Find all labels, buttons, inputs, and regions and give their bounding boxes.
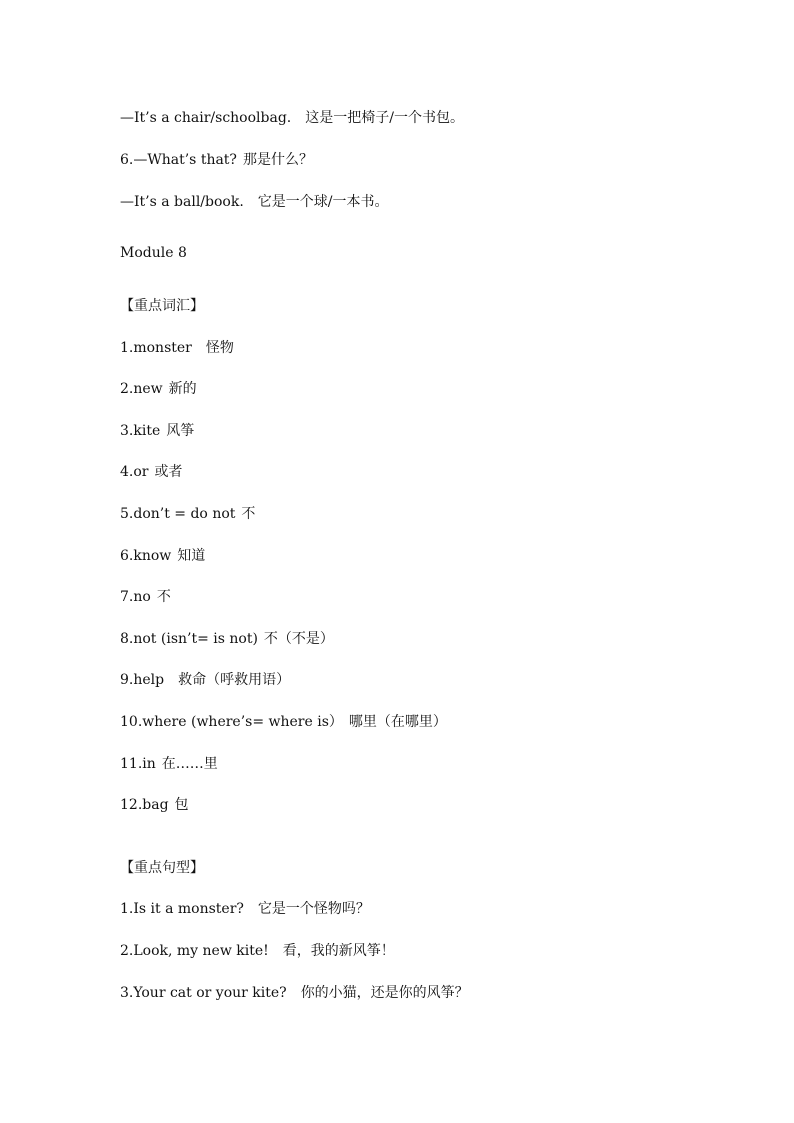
english-text: —It’s a chair/schoolbag.: [120, 110, 292, 126]
english-text: 12.bag: [120, 797, 169, 813]
vocab-item: [120, 379, 197, 399]
chinese-text: 包: [174, 797, 189, 813]
english-text: 11.in: [120, 756, 156, 772]
vocab-item: [120, 670, 290, 690]
chinese-text: 怪物: [205, 340, 234, 356]
chinese-text: 你的小猫，还是你的风筝？: [300, 985, 469, 1001]
chinese-text: 风筝: [166, 423, 195, 439]
english-text: 5.don’t = do not: [120, 506, 236, 522]
vocab-item: [120, 504, 255, 524]
vocab-item: [120, 546, 205, 566]
english-text: 6.know: [120, 548, 172, 564]
vocab-heading: 【重点词汇】: [120, 298, 204, 314]
chinese-text: 或者: [154, 464, 183, 480]
english-text: 3.kite: [120, 423, 161, 439]
text-line: [120, 108, 464, 128]
english-text: 8.not (isn’t= is not): [120, 631, 258, 647]
text-line: [120, 150, 313, 170]
vocab-item: [120, 338, 234, 358]
english-text: —It’s a ball/book.: [120, 194, 244, 210]
vocab-item: [120, 462, 182, 482]
english-text: 9.help: [120, 672, 165, 688]
chinese-text: 不: [241, 506, 256, 522]
english-text: 2.Look, my new kite!: [120, 943, 269, 959]
vocab-item: [120, 754, 218, 774]
chinese-text: 哪里（在哪里）: [348, 714, 447, 730]
chinese-text: 看，我的新风筝！: [282, 943, 395, 959]
vocab-item: [120, 629, 334, 649]
sentence-item: [120, 983, 469, 1003]
chinese-text: 知道: [177, 548, 206, 564]
english-text: 7.no: [120, 589, 151, 605]
sentences-heading: 【重点句型】: [120, 860, 204, 876]
english-text: 4.or: [120, 464, 149, 480]
vocab-item: [120, 795, 189, 815]
english-text: 1.Is it a monster?: [120, 901, 244, 917]
english-text: 10.where (where’s= where is）: [120, 714, 343, 730]
chinese-text: 新的: [168, 381, 197, 397]
chinese-text: 不: [156, 589, 171, 605]
text-line: [120, 192, 389, 212]
english-text: 1.monster: [120, 340, 192, 356]
english-text: 6.—What’s that?: [120, 152, 237, 168]
english-text: 2.new: [120, 381, 163, 397]
chinese-text: 那是什么？: [242, 152, 313, 168]
chinese-text: 它是一个球/一本书。: [257, 194, 389, 210]
module-title: Module 8: [120, 245, 187, 261]
vocab-item: [120, 587, 171, 607]
chinese-text: 不（不是）: [263, 631, 334, 647]
sentence-item: [120, 941, 395, 961]
chinese-text: 它是一个怪物吗？: [257, 901, 370, 917]
english-text: 3.Your cat or your kite?: [120, 985, 287, 1001]
sentence-item: [120, 899, 370, 919]
vocab-item: [120, 712, 447, 732]
vocab-item: [120, 421, 194, 441]
chinese-text: 在……里: [161, 756, 218, 772]
chinese-text: 这是一把椅子/一个书包。: [305, 110, 464, 126]
chinese-text: 救命（呼救用语）: [178, 672, 291, 688]
